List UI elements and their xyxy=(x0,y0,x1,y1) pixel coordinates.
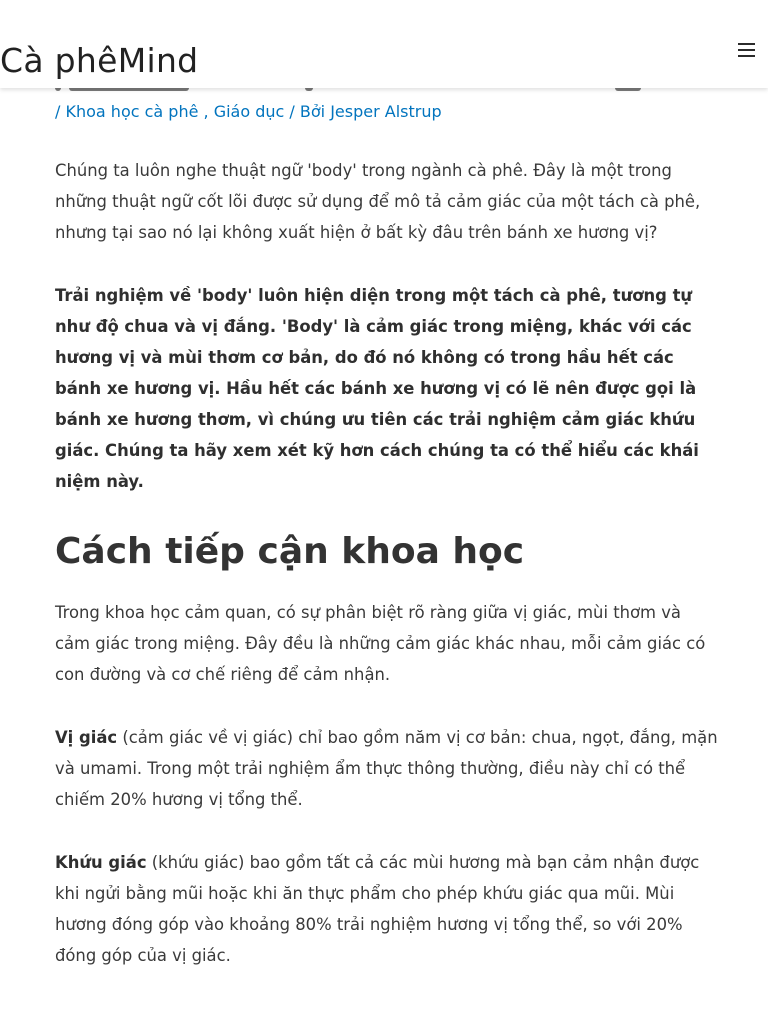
author-link[interactable]: Jesper Alstrup xyxy=(330,102,442,121)
taste-paragraph xyxy=(55,722,719,815)
site-header xyxy=(0,0,768,88)
meta-separator: , xyxy=(198,102,214,121)
article-content xyxy=(55,155,719,1003)
post-meta xyxy=(55,100,442,124)
hamburger-menu-icon[interactable] xyxy=(738,43,756,59)
taste-term: Vị giác xyxy=(55,728,118,747)
smell-term: Khứu giác xyxy=(55,853,147,872)
lead-paragraph: Trải nghiệm về 'body' luôn hiện diện trong một tách cà phê, tương tự như độ chua và vị đắng. 'Body' là cảm giác trong miệng, khác với các hương vị và mùi thơm cơ bản, do đó nó không có trong hầu hết các bánh xe hương vị. Hầu hết các bánh xe hương vị có lẽ nên được gọi là bánh xe hương thơm, vì chúng ưu tiên các trải nghiệm cảm giác khứu giác. Chúng ta hãy xem xét kỹ hơn cách chúng ta có thể hiểu các khái niệm này. xyxy=(55,286,699,491)
body-paragraph: Trong khoa học cảm quan, có sự phân biệt rõ ràng giữa vị giác, mùi thơm và cảm giác trong miệng. Đây đều là những cảm giác khác nhau, mỗi cảm giác có con đường và cơ chế riêng để cảm nhận. xyxy=(55,603,706,684)
smell-paragraph xyxy=(55,847,719,971)
smell-text: (khứu giác) bao gồm tất cả các mùi hương mà bạn cảm nhận được khi ngửi bằng mũi hoặc khi ăn thực phẩm cho phép khứu giác qua mũi. Mùi hương đóng góp vào khoảng 80% trải nghiệm hương vị tổng thể, so với 20% đóng góp của vị giác. xyxy=(55,853,700,965)
meta-separator: / xyxy=(55,102,66,121)
category-link-education[interactable]: Giáo dục xyxy=(213,102,285,121)
category-link-coffee-science[interactable]: Khoa học cà phê xyxy=(65,102,199,121)
taste-text: (cảm giác về vị giác) chỉ bao gồm năm vị cơ bản: chua, ngọt, đắng, mặn và umami. Trong một trải nghiệm ẩm thực thông thường, điều này chỉ có thể chiếm 20% hương vị tổng thể. xyxy=(55,728,718,809)
meta-author-prefix: / Bởi xyxy=(284,102,331,121)
site-logo[interactable]: Cà phêMind xyxy=(0,41,199,80)
intro-paragraph: Chúng ta luôn nghe thuật ngữ 'body' trong ngành cà phê. Đây là một trong những thuật ngữ cốt lõi được sử dụng để mô tả cảm giác của một tách cà phê, nhưng tại sao nó lại không xuất hiện ở bất kỳ đâu trên bánh xe hương vị? xyxy=(55,161,701,242)
section-heading: Cách tiếp cận khoa học xyxy=(55,531,525,572)
